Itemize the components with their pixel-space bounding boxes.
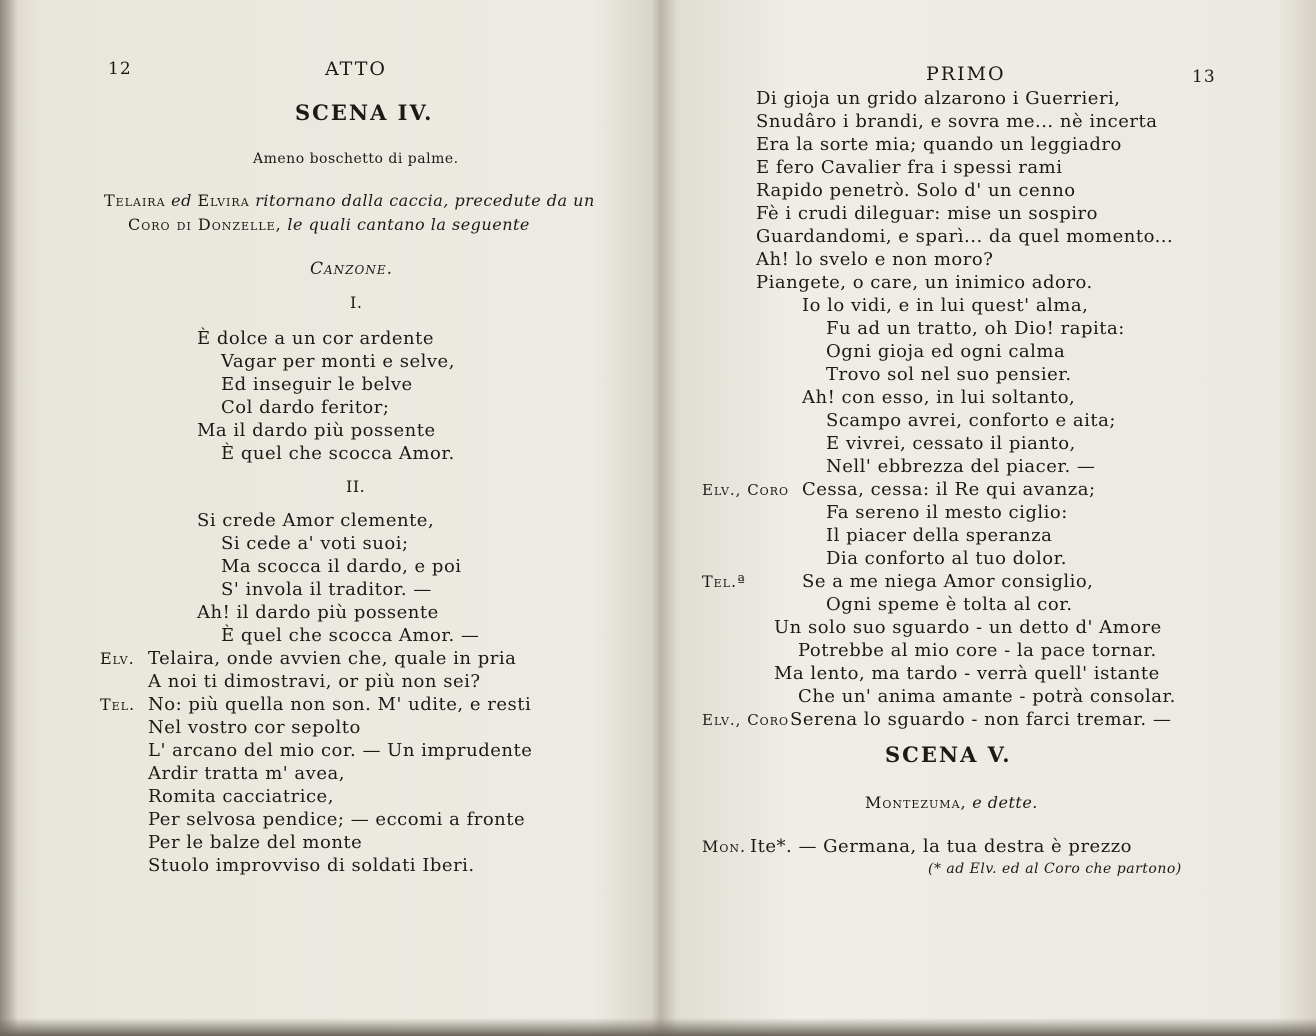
dialogue-line: Ardir tratta m' avea, bbox=[148, 763, 345, 784]
running-head: ATTO bbox=[325, 58, 387, 80]
footnote-direction: (* ad Elv. ed al Coro che partono) bbox=[928, 861, 1182, 877]
recitative-line: Ah! lo svelo e non moro? bbox=[756, 249, 994, 270]
stage-direction-line-2: Coro di Donzelle, le quali cantano la seguente bbox=[128, 215, 530, 234]
recitative-line: Snudâro i brandi, e sovra me... nè incerta bbox=[756, 111, 1158, 132]
scene-setting: Ameno boschetto di palme. bbox=[253, 151, 459, 167]
scene-title: SCENA IV. bbox=[295, 100, 434, 125]
recitative-line: Piangete, o care, un inimico adoro. bbox=[756, 272, 1093, 293]
aria-line: Che un' anima amante - potrà consolar. bbox=[798, 686, 1176, 707]
aria-line: Se a me niega Amor consiglio, bbox=[802, 571, 1094, 592]
scene-title: SCENA V. bbox=[885, 742, 1012, 767]
aria-line: Un solo suo sguardo - un detto d' Amore bbox=[774, 617, 1162, 638]
stanza-number: I. bbox=[350, 293, 363, 312]
chorus-line: Dia conforto al tuo dolor. bbox=[826, 548, 1067, 569]
right-page bbox=[660, 0, 1316, 1036]
verse-line: Ah! il dardo più possente bbox=[197, 602, 439, 623]
dialogue-line: Stuolo improvviso di soldati Iberi. bbox=[148, 855, 475, 876]
verse-line: Si crede Amor clemente, bbox=[197, 510, 435, 531]
aria-line: Ogni gioja ed ogni calma bbox=[826, 341, 1066, 362]
speaker-label: Elv., Coro bbox=[702, 481, 789, 499]
recitative-line: E fero Cavalier fra i spessi rami bbox=[756, 157, 1063, 178]
page-number: 13 bbox=[1192, 67, 1216, 87]
verse-line: Vagar per monti e selve, bbox=[221, 351, 455, 372]
stage-direction: Montezuma, e dette. bbox=[865, 793, 1038, 812]
stage-direction-line-1: Telaira ed Elvira ritornano dalla caccia, precedute da un bbox=[104, 191, 595, 210]
aria-line: Ma lento, ma tardo - verrà quell' istante bbox=[774, 663, 1160, 684]
speaker-label: Elv., Coro bbox=[702, 711, 789, 729]
chorus-line: Il piacer della speranza bbox=[826, 525, 1053, 546]
recitative-line: Fè i crudi dileguar: mise un sospiro bbox=[756, 203, 1098, 224]
running-head: PRIMO bbox=[926, 63, 1006, 85]
verse-line: Ma scocca il dardo, e poi bbox=[221, 556, 462, 577]
chorus-line: Fa sereno il mesto ciglio: bbox=[826, 502, 1068, 523]
verse-line: Ed inseguir le belve bbox=[221, 374, 413, 395]
verse-line: Col dardo feritor; bbox=[221, 397, 390, 418]
stanza-number: II. bbox=[346, 477, 366, 496]
chorus-line: Serena lo sguardo - non farci tremar. — bbox=[790, 709, 1172, 730]
aria-line: Potrebbe al mio core - la pace tornar. bbox=[798, 640, 1157, 661]
aria-line: Trovo sol nel suo pensier. bbox=[826, 364, 1072, 385]
page-number: 12 bbox=[108, 59, 132, 79]
verse-line: Si cede a' voti suoi; bbox=[221, 533, 409, 554]
speaker-label: Tel. bbox=[100, 695, 136, 714]
dialogue-line: Ite*. — Germana, la tua destra è prezzo bbox=[750, 836, 1133, 857]
aria-line: Scampo avrei, conforto e aita; bbox=[826, 410, 1116, 431]
song-title: Canzone. bbox=[310, 259, 394, 279]
recitative-line: Rapido penetrò. Solo d' un cenno bbox=[756, 180, 1076, 201]
page-bottom-shadow bbox=[0, 1018, 1316, 1036]
dialogue-line: A noi ti dimostravi, or più non sei? bbox=[148, 671, 481, 692]
aria-line: Nell' ebbrezza del piacer. — bbox=[826, 456, 1096, 477]
dialogue-line: Romita cacciatrice, bbox=[148, 786, 334, 807]
speaker-label: Tel.ª bbox=[702, 572, 746, 591]
verse-line: È quel che scocca Amor. bbox=[221, 443, 455, 464]
recitative-line: Guardandomi, e sparì... da quel momento... bbox=[756, 226, 1174, 247]
aria-line: Ah! con esso, in lui soltanto, bbox=[802, 387, 1076, 408]
verse-line: S' invola il traditor. — bbox=[221, 579, 432, 600]
dialogue-line: L' arcano del mio cor. — Un imprudente bbox=[148, 740, 533, 761]
dialogue-line: Per selvosa pendice; — eccomi a fronte bbox=[148, 809, 526, 830]
speaker-label: Elv. bbox=[100, 649, 135, 668]
recitative-line: Era la sorte mia; quando un leggiadro bbox=[756, 134, 1122, 155]
verse-line: È dolce a un cor ardente bbox=[197, 328, 435, 349]
dialogue-line: Telaira, onde avvien che, quale in pria bbox=[148, 648, 517, 669]
speaker-label: Mon. bbox=[702, 837, 747, 856]
recitative-line: Di gioja un grido alzarono i Guerrieri, bbox=[756, 88, 1121, 109]
aria-line: Ogni speme è tolta al cor. bbox=[826, 594, 1073, 615]
chorus-line: Cessa, cessa: il Re qui avanza; bbox=[802, 479, 1096, 500]
aria-line: Fu ad un tratto, oh Dio! rapita: bbox=[826, 318, 1125, 339]
aria-line: E vivrei, cessato il pianto, bbox=[826, 433, 1076, 454]
aria-line: Io lo vidi, e in lui quest' alma, bbox=[802, 295, 1089, 316]
dialogue-line: Per le balze del monte bbox=[148, 832, 363, 853]
verse-line: È quel che scocca Amor. — bbox=[221, 625, 480, 646]
verse-line: Ma il dardo più possente bbox=[197, 420, 436, 441]
dialogue-line: Nel vostro cor sepolto bbox=[148, 717, 361, 738]
dialogue-line: No: più quella non son. M' udite, e resti bbox=[148, 694, 532, 715]
